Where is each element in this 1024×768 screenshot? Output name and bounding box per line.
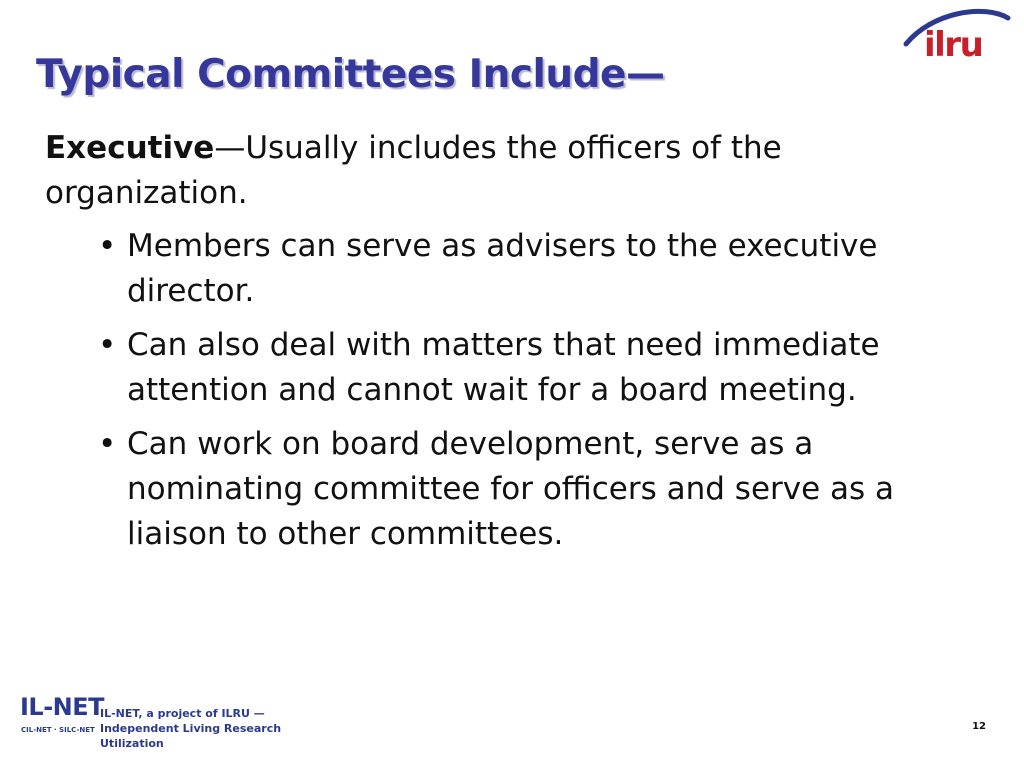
intro-paragraph [45,126,945,216]
bullet-item [45,224,945,314]
bullet-item [45,422,945,557]
bullet-dot-icon: • [98,426,117,462]
footer-line-2: Independent Living Research Utilization [100,722,282,750]
bullet-list [45,224,945,557]
footer-line-1: IL-NET, a project of ILRU — [100,707,265,720]
il-net-footer-logo [20,693,320,750]
il-net-brand-sub: CIL-NET · SILC-NET [21,726,95,734]
bullet-dot-icon: • [98,327,117,363]
bullet-text: Members can serve as advisers to the executive director. [127,228,878,309]
bullet-dot-icon: • [98,228,117,264]
bullet-item [45,323,945,413]
page-number: 12 [972,721,986,732]
ilru-logo [902,6,1012,68]
slide-title: Typical Committees Include— [36,52,665,97]
il-net-brand: IL-NET [20,693,105,721]
slide-body [45,126,945,566]
intro-term: Executive [45,130,215,166]
intro-text: —Usually includes the officers of the organization. [45,130,782,211]
footer-tagline [100,706,320,751]
bullet-text: Can work on board development, serve as a nominating committee for officers and serve as a liaison to other committees. [127,426,895,552]
bullet-text: Can also deal with matters that need immediate attention and cannot wait for a board meeting. [127,327,880,408]
ilru-logo-text: ilru [924,25,983,65]
